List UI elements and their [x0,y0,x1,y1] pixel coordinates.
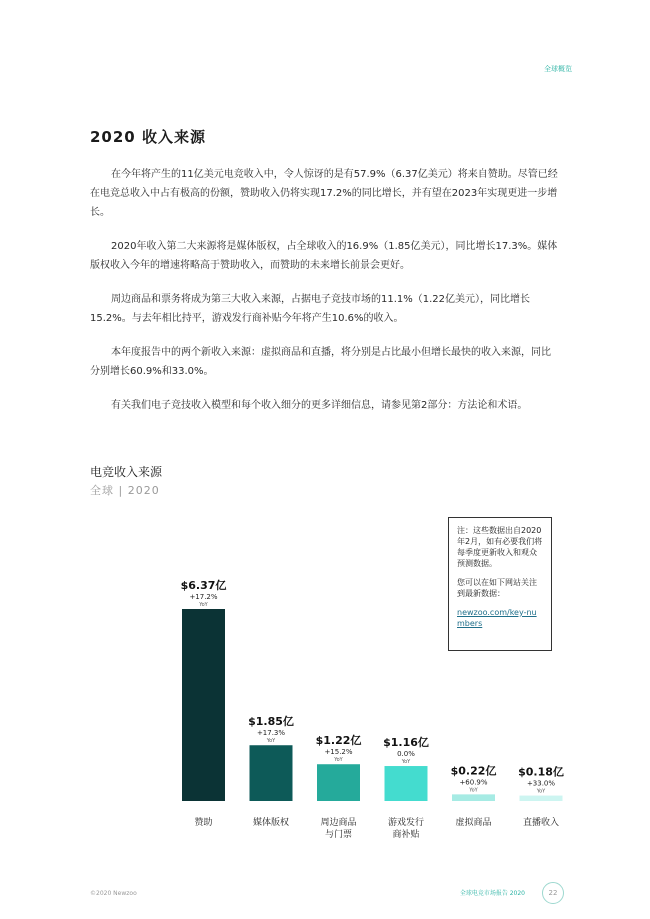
section-tag: 全球概览 [544,65,572,73]
yoy-label: YoY [199,602,208,608]
value-label: $1.85亿 [248,715,294,729]
growth-label: 0.0% [397,750,415,759]
value-label: $0.22亿 [450,764,497,778]
note-text: 注：这些数据出自2020年2月，如有必要我们将每季度更新收入和观众预测数据。 [457,526,543,568]
growth-label: +60.9% [459,778,488,787]
copyright: ©2020 Newzoo [90,890,137,897]
revenue-bar-chart [0,560,650,850]
yoy-label: YoY [469,787,478,794]
yoy-label: YoY [334,757,343,764]
newzoo-link[interactable]: newzoo.com/key-numbers [457,608,537,628]
bar [452,794,495,801]
category-label: 直播收入 [522,818,560,828]
paragraph: 在今年将产生的11亿美元电竞收入中，令人惊讶的是有57.9%（6.37亿美元）将来自赞助。尽管已经在电竞总收入中占有极高的份额，赞助收入仍将实现17.2%的同比增长，并有望在2023年实现更进一步增长。 [90,169,558,218]
category-label: 虚拟商品 [455,818,492,828]
yoy-label: YoY [401,759,411,766]
paragraph: 2020年收入第二大来源将是媒体版权，占全球收入的16.9%（1.85亿美元），同比增长17.3%。媒体版权收入今年的增速将略高于赞助收入，而赞助的未来增长前景会更好。 [90,241,558,271]
body-text [90,165,560,430]
growth-label: +33.0% [526,779,556,788]
page-number: 22 [542,882,564,904]
yoy-label: YoY [536,788,546,795]
category-label: 媒体版权 [252,818,290,828]
value-label: $6.37亿 [180,579,227,592]
bar [250,745,293,801]
growth-label: +15.2% [324,748,353,757]
note-follow-text: 您可以在如下网站关注到最新数据： [457,578,537,598]
paragraph: 有关我们电子竞技收入模型和每个收入细分的更多详细信息，请参见第2部分：方法论和术语。 [111,400,528,411]
bar [520,796,563,801]
category-label: 周边商品 [320,818,357,828]
yoy-label: YoY [266,738,276,745]
growth-label: +17.2% [189,593,218,601]
category-label: 商补贴 [392,830,420,840]
category-label: 赞助 [194,818,213,828]
chart-title: 电竞收入来源 [90,465,163,479]
value-label: $1.16亿 [383,736,429,750]
growth-label: +17.3% [256,729,286,738]
page-title: 2020 收入来源 [90,128,206,146]
bar [385,766,428,801]
chart-subtitle: 全球 | 2020 [90,484,160,497]
bar [182,609,225,801]
category-label: 游戏发行 [387,818,425,828]
bar [317,764,360,801]
value-label: $0.18亿 [518,765,564,779]
paragraph: 本年度报告中的两个新收入来源：虚拟商品和直播，将分别是占比最小但增长最快的收入来源，同比分别增长60.9%和33.0%。 [90,347,551,377]
paragraph: 周边商品和票务将成为第三大收入来源，占据电子竞技市场的11.1%（1.22亿美元），同比增长15.2%。与去年相比持平，游戏发行商补贴今年将产生10.6%的收入。 [90,294,531,324]
value-label: $1.22亿 [315,734,362,748]
report-name: 全球电竞市场报告 2020 [459,890,525,897]
category-label: 与门票 [324,830,353,840]
